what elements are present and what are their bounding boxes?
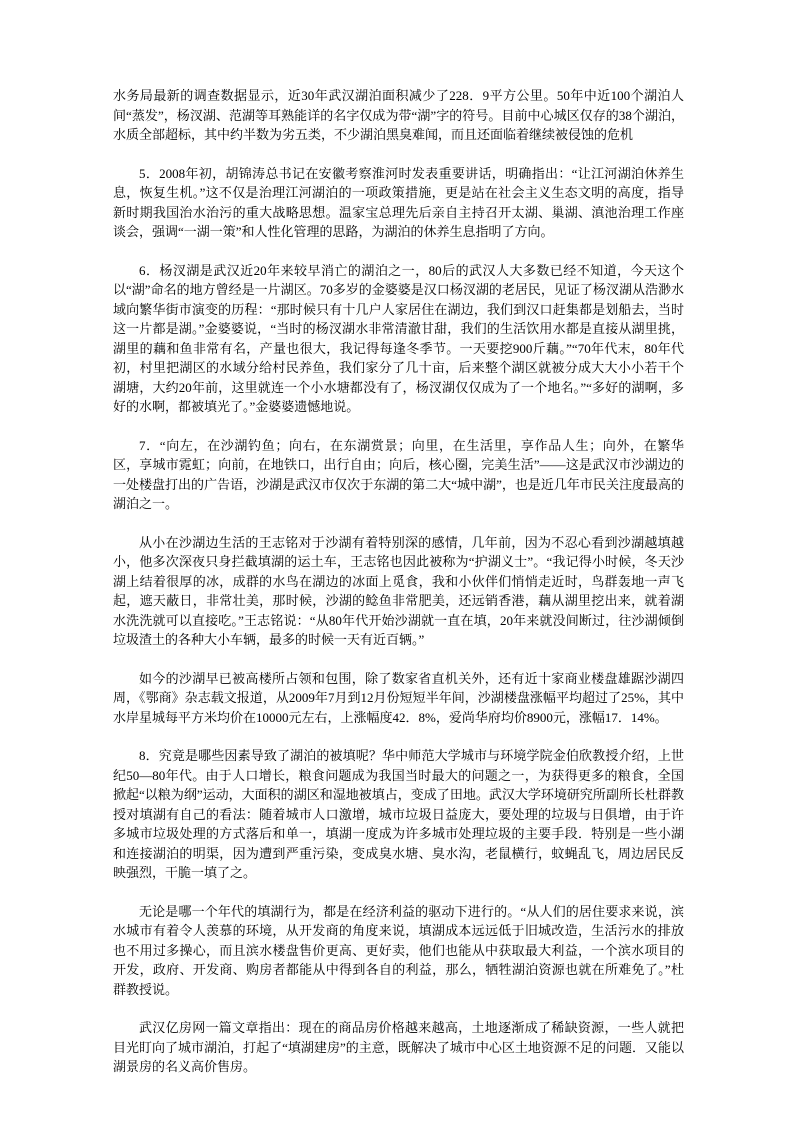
paragraph-item-8-causes: 8．究竟是哪些因素导致了湖泊的被填呢？华中师范大学城市与环境学院金伯欣教授介绍，上世纪50—80年代。由于人口增长，粮食问题成为我国当时最大的问题之一，为获得更多的粮食，全国掀起“以粮为纲”运动，大面积的湖区和湿地被填占，变成了田地。武汉大学环境研究所副所长杜群教授对填湖有自己的看法：随着城市人口激增，城市垃圾日益庞大，要处理的垃圾与日俱增，由于许多城市垃圾处理的方式落后和单一，填湖一度成为许多城市处理垃圾的主要手段．特别是一些小湖和连接湖泊的明渠，因为遭到严重污染，变成臭水塘、臭水沟，老鼠横行，蚊蝇乱飞，周边居民反映强烈，干脆一填了之。	[113, 748, 684, 880]
paragraph-item-7-shahu-ad: 7．“向左，在沙湖钓鱼；向右，在东湖赏景；向里，在生活里，享作品人生；向外，在繁华区，享城市霓虹；向前，在地铁口，出行自由；向后，核心圈，完美生活”——这是武汉市沙湖边的一处楼盘打出的广告语，沙湖是武汉市仅次于东湖的第二大“城中湖”，也是近几年市民关注度最高的湖泊之一。	[113, 437, 684, 511]
paragraph-intro-lake-statistics: 水务局最新的调查数据显示，近30年武汉湖泊面积减少了228．9平方公里。50年中近100个湖泊人间“蒸发”，杨汊湖、范湖等耳熟能详的名字仅成为带“湖”字的符号。目前中心城区仅存的38个湖泊，水质全部超标，其中约半数为劣五类，不少湖泊黑臭难闻，而且还面临着继续被侵蚀的危机	[113, 88, 684, 142]
document-body	[113, 86, 684, 1077]
paragraph-shahu-wangzhiming: 从小在沙湖边生活的王志铭对于沙湖有着特别深的感情，几年前，因为不忍心看到沙湖越填越小，他多次深夜只身拦截填湖的运土车，王志铭也因此被称为“护湖义士”。“我记得小时候，冬天沙湖上结着很厚的冰，成群的水鸟在湖边的冰面上觅食，我和小伙伴们悄悄走近时，鸟群轰地一声飞起，遮天蔽日，非常壮美，那时候，沙湖的鲶鱼非常肥美，还远销香港，藕从湖里挖出来，就着湖水洗洗就可以直接吃。”王志铭说：“从80年代开始沙湖就一直在填，20年来就没间断过，往沙湖倾倒垃圾渣土的各种大小车辆，最多的时候一天有近百辆。”	[113, 534, 684, 647]
paragraph-item-5-policy: 5．2008年初，胡锦涛总书记在安徽考察淮河时发表重要讲话，明确指出：“让江河湖泊休养生息，恢复生机。”这不仅是治理江河湖泊的一项政策措施，更是站在社会主义生态文明的高度，指导新时期我国治水治污的重大战略思想。温家宝总理先后亲自主持召开太湖、巢湖、滇池治理工作座谈会，强调“一湖一策”和人性化管理的思路，为湖泊的休养生息指明了方向。	[113, 165, 684, 239]
paragraph-economic-motive: 无论是哪一个年代的填湖行为，都是在经济利益的驱动下进行的。“从人们的居住要求来说，滨水城市有着令人羡慕的环境，从开发商的角度来说，填湖成本远远低于旧城改造，生活污水的排放也不用过多操心，而且滨水楼盘售价更高、更好卖，他们也能从中获取最大利益，一个滨水项目的开发，政府、开发商、购房者都能从中得到各自的利益，那么，牺牲湖泊资源也就在所难免了。”杜群教授说。	[113, 903, 684, 997]
paragraph-yifang-article: 武汉亿房网一篇文章指出：现在的商品房价格越来越高，土地逐渐成了稀缺资源，一些人就把目光盯向了城市湖泊，打起了“填湖建房”的主意，既解决了城市中心区土地资源不足的问题．又能以湖景房的名义高价售房。	[113, 1020, 684, 1074]
paragraph-shahu-realestate: 如今的沙湖早已被高楼所占领和包围，除了数家省直机关外，还有近十家商业楼盘雄踞沙湖四周，《鄂商》杂志载文报道，从2009年7月到12月份短短半年间，沙湖楼盘涨幅平均超过了25%，其中水岸星城每平方米均价在10000元左右，上涨幅度42．8%，爱尚华府均价8900元，涨幅17．14%。	[113, 670, 684, 725]
paragraph-item-6-yangchahu: 6．杨汊湖是武汉近20年来较早消亡的湖泊之一，80后的武汉人大多数已经不知道，今天这个以“湖”命名的地方曾经是一片湖区。70多岁的金婆婆是汉口杨汊湖的老居民，见证了杨汊湖从浩渺水域向繁华街市演变的历程：“那时候只有十几户人家居住在湖边，我们到汉口赶集都是划船去，当时这一片都是湖。”金婆婆说，“当时的杨汊湖水非常清澈甘甜，我们的生活饮用水都是直接从湖里挑，湖里的藕和鱼非常有名，产量也很大，我记得每逢冬季节。一天要挖900斤藕。”“70年代末，80年代初，村里把湖区的水域分给村民养鱼，我们家分了几十亩，后来整个湖区就被分成大大小小若干个湖塘，大约20年前，这里就连一个小水塘都没有了，杨汊湖仅仅成为了一个地名。”“多好的湖啊，多好的水啊，都被填光了。”金婆婆遗憾地说。	[113, 262, 684, 414]
